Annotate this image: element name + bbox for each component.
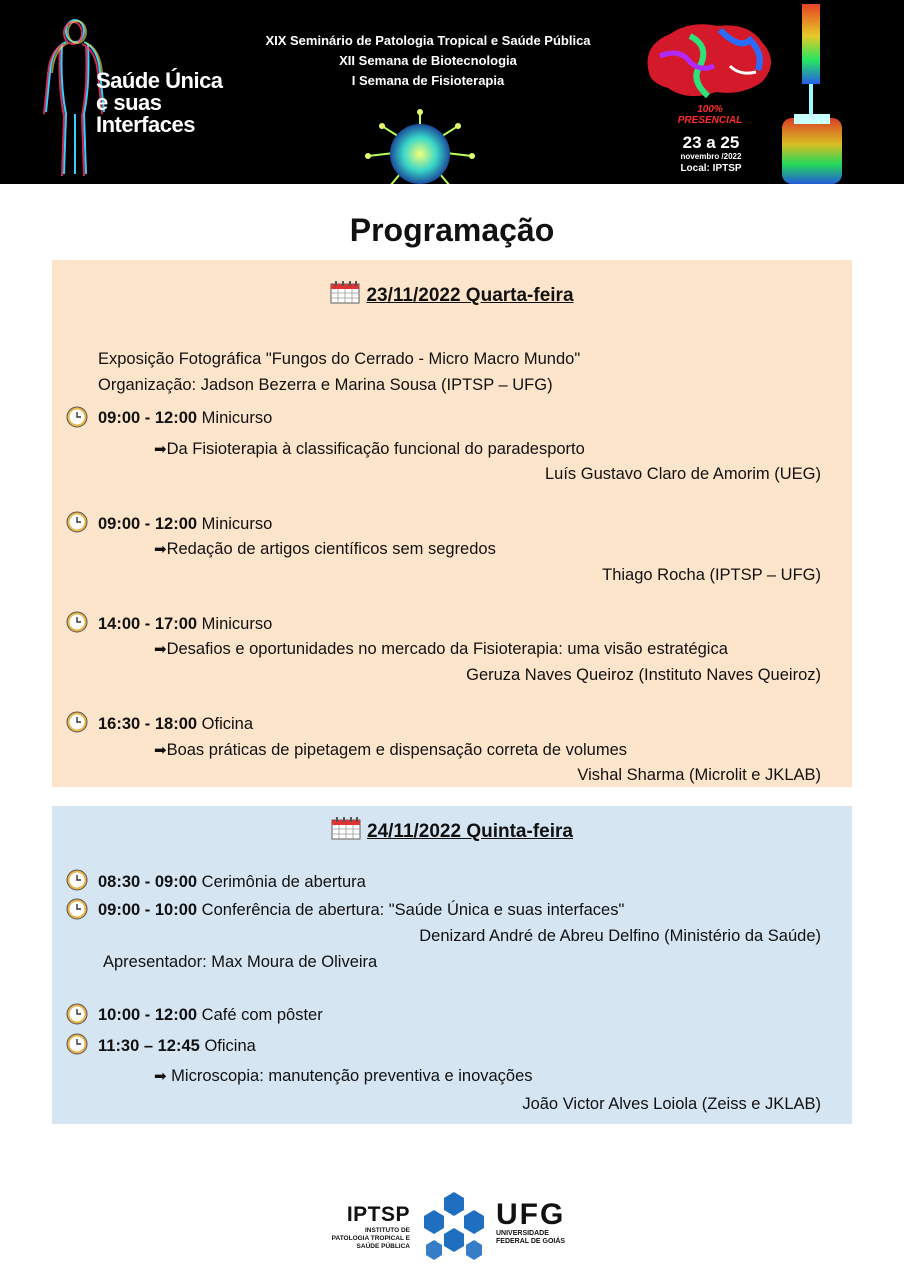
event-location: Local: IPTSP (680, 163, 742, 174)
session-type: Conferência de abertura: "Saúde Única e suas interfaces" (201, 901, 625, 919)
session-topic (154, 439, 585, 460)
arrow-right-icon: ➡ (154, 541, 167, 558)
banner-title-line: e suas (96, 90, 162, 115)
session-time: 14:00 - 17:00 (98, 615, 198, 633)
day-panel-2 (52, 806, 852, 1124)
ufg-subtitle-line: UNIVERSIDADE (496, 1230, 549, 1237)
clock-icon (66, 711, 88, 733)
ufg-subtitle-line: FEDERAL DE GOIÁS (496, 1238, 566, 1245)
session-heading (98, 1036, 256, 1056)
session-type: Café com pôster (201, 1006, 323, 1024)
session-heading (98, 900, 624, 920)
session-time: 09:00 - 12:00 (98, 409, 198, 427)
event-date-range: 23 a 25 (682, 133, 740, 152)
session-type: Oficina (204, 1037, 256, 1055)
session-type: Minicurso (201, 515, 273, 533)
clock-icon (66, 898, 88, 920)
page-title: Programação (349, 212, 555, 248)
session-type: Minicurso (201, 615, 273, 633)
session-topic-text: Desafios e oportunidades no mercado da Fisioterapia: uma visão estratégica (166, 640, 728, 658)
session-presenter: Apresentador: Max Moura de Oliveira (103, 953, 378, 971)
iptsp-subtitle-line: PATOLOGIA TROPICAL E (331, 1235, 410, 1242)
session-speaker: Geruza Naves Queiroz (Instituto Naves Queiroz) (466, 666, 821, 684)
syringe-icon (776, 0, 848, 184)
ufg-logo (496, 1200, 565, 1246)
event-line: I Semana de Fisioterapia (351, 73, 505, 88)
session-speaker: João Victor Alves Loiola (Zeiss e JKLAB) (522, 1095, 821, 1113)
session-topic-text: Da Fisioterapia à classificação funcional do paradesporto (166, 440, 585, 458)
session-topic (154, 539, 496, 560)
arrow-right-icon: ➡ (154, 1068, 167, 1085)
session-heading (98, 514, 272, 534)
session-topic-text: Microscopia: manutenção preventiva e inovações (171, 1067, 533, 1085)
session-type: Oficina (201, 715, 254, 733)
session-time: 09:00 - 12:00 (98, 515, 198, 533)
session-topic (154, 740, 627, 761)
clock-icon (66, 406, 88, 428)
day-header (52, 816, 852, 844)
clock-icon (66, 1003, 88, 1025)
banner-title (96, 70, 223, 136)
arrow-right-icon: ➡ (154, 641, 167, 658)
iptsp-subtitle-line: SAÚDE PÚBLICA (356, 1243, 410, 1250)
session-topic-text: Boas práticas de pipetagem e dispensação correta de volumes (166, 741, 628, 759)
arrow-right-icon: ➡ (154, 742, 167, 759)
ufg-name: UFG (496, 1198, 566, 1231)
clock-icon (66, 1033, 88, 1055)
day-panel-1 (52, 260, 852, 787)
presencial-line: 100% (697, 104, 723, 115)
session-heading (98, 408, 272, 428)
banner-title-line: Saúde Única (96, 68, 223, 93)
session-speaker: Denizard André de Abreu Delfino (Ministério da Saúde) (419, 927, 821, 945)
session-time: 11:30 – 12:45 (98, 1037, 200, 1055)
session-type: Cerimônia de abertura (201, 873, 366, 891)
banner-event-lines (228, 31, 628, 91)
session-heading (98, 1005, 323, 1025)
clock-icon (66, 511, 88, 533)
event-line: XII Semana de Biotecnologia (339, 53, 517, 68)
presencial-badge (668, 104, 752, 126)
arrow-right-icon: ➡ (154, 441, 167, 458)
session-type: Minicurso (201, 409, 273, 427)
event-line: XIX Seminário de Patologia Tropical e Saúde Pública (265, 33, 591, 48)
event-banner (0, 0, 904, 184)
clock-icon (66, 869, 88, 891)
day-header (52, 280, 852, 308)
presencial-line: PRESENCIAL (677, 115, 743, 126)
iptsp-name: IPTSP (346, 1203, 410, 1226)
session-time: 09:00 - 10:00 (98, 901, 198, 919)
session-time: 10:00 - 12:00 (98, 1006, 198, 1024)
session-topic (154, 1066, 533, 1087)
session-heading (98, 714, 253, 734)
iptsp-subtitle-line: INSTITUTO DE (364, 1227, 410, 1234)
session-topic (154, 639, 728, 660)
intro-line: Organização: Jadson Bezerra e Marina Sousa (IPTSP – UFG) (98, 376, 553, 394)
intro-line: Exposição Fotográfica "Fungos do Cerrado - Micro Macro Mundo" (98, 350, 581, 368)
session-topic-text: Redação de artigos científicos sem segredos (166, 540, 496, 558)
session-speaker: Thiago Rocha (IPTSP – UFG) (602, 566, 821, 584)
banner-title-line: Interfaces (96, 112, 195, 137)
session-time: 08:30 - 09:00 (98, 873, 198, 891)
brain-icon (630, 16, 780, 106)
session-heading (98, 614, 272, 634)
day-header-label: 24/11/2022 Quinta-feira (367, 821, 573, 842)
event-dates (668, 134, 754, 175)
session-heading (98, 872, 366, 892)
day-header-label: 23/11/2022 Quarta-feira (366, 285, 574, 306)
calendar-icon (330, 280, 360, 304)
ufg-hexagon-logo-icon (418, 1190, 490, 1262)
session-speaker: Luís Gustavo Claro de Amorim (UEG) (544, 465, 821, 483)
event-month-year: novembro /2022 (680, 152, 742, 161)
iptsp-logo (330, 1203, 410, 1251)
calendar-icon (331, 816, 361, 840)
session-time: 16:30 - 18:00 (98, 715, 198, 733)
session-speaker: Vishal Sharma (Microlit e JKLAB) (577, 766, 821, 784)
clock-icon (66, 611, 88, 633)
virus-icon (360, 108, 480, 184)
